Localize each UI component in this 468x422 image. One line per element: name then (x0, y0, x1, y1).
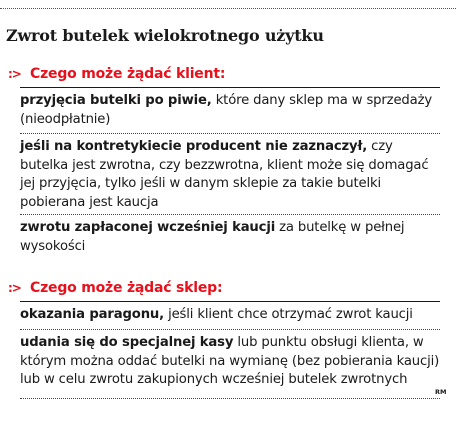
section-rule (20, 301, 440, 302)
page-title: Zwrot butelek wielokrotnego użytku (6, 26, 324, 45)
author-credit: RM (435, 388, 447, 396)
section-heading-client (8, 66, 225, 82)
list-item: przyjęcia butelki po piwie, które dany sklep ma w sprzedaży (nieodpłatnie) (20, 93, 432, 127)
section-title: Czego może żądać sklep: (30, 280, 223, 296)
list-item: udania się do specjalnej kasy lub punktu obsługi klienta, w którym można oddać butelki na wymianę (bez pobierania kaucji) lub w celu zwrotu zakupionych wcześniej butelek zwrotnych (20, 335, 440, 387)
item-divider (20, 133, 440, 134)
top-divider (0, 8, 456, 9)
arrow-marker-icon: :> (8, 281, 21, 295)
bottom-divider (20, 398, 440, 399)
section-title: Czego może żądać klient: (30, 66, 226, 82)
item-divider (20, 329, 440, 330)
item-divider (20, 214, 440, 215)
list-item: okazania paragonu, jeśli klient chce otrzymać zwrot kaucji (20, 307, 413, 322)
section-rule (20, 87, 440, 88)
section-heading-shop (8, 280, 222, 296)
list-item: jeśli na kontretykiecie producent nie zaznaczył, czy butelka jest zwrotna, czy bezzwrotna, klient może się domagać jej przyjęcia, tylko jeśli w danym sklepie za takie butelki pobierana jest kaucja (20, 139, 429, 210)
arrow-marker-icon: :> (8, 67, 21, 81)
list-item: zwrotu zapłaconej wcześniej kaucji za butelkę w pełnej wysokości (20, 220, 405, 254)
